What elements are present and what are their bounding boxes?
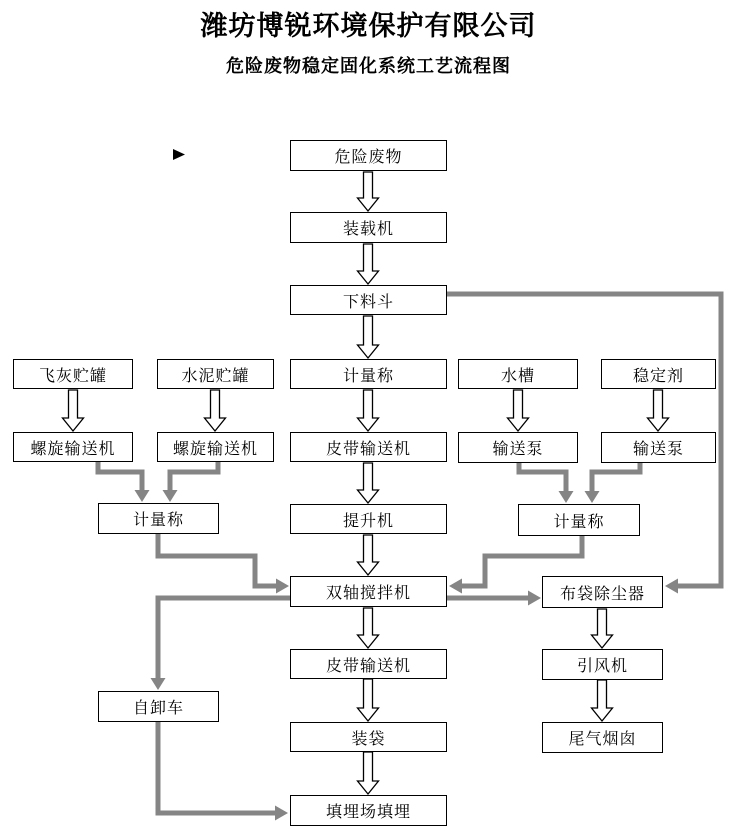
play-bullet-icon [173, 149, 185, 160]
node-hazardous-waste: 危险废物 [290, 140, 447, 171]
flow-arrow-loader-hopper [358, 244, 379, 284]
connector-pump2-to-weighright [585, 462, 641, 503]
node-bag-dust-collector: 布袋除尘器 [542, 576, 663, 608]
flow-arrow-elevator-mixer [358, 535, 379, 575]
flow-arrow-bagging-landfill [358, 752, 379, 794]
node-screw-conveyor-1: 螺旋输送机 [13, 432, 133, 462]
connector-screw1-to-weighleft [98, 461, 150, 502]
node-weigh-scale-center: 计量称 [290, 359, 447, 389]
node-transfer-pump-2: 输送泵 [601, 432, 716, 463]
node-fly-ash-silo: 飞灰贮罐 [13, 359, 133, 389]
flow-arrow-stabilizer-pump2 [648, 390, 669, 431]
flow-arrow-cement-screw2 [205, 390, 226, 431]
connector-mixer-to-dumptruck [151, 598, 291, 690]
flow-arrow-flyash-screw1 [63, 390, 84, 431]
node-loader: 装载机 [290, 212, 447, 243]
arrowhead-down-icon [163, 490, 178, 502]
connector-pump1-to-weighright [519, 462, 574, 503]
flow-arrow-hopper-weigh [358, 316, 379, 358]
connector-dumptruck-to-landfill [158, 722, 288, 821]
node-water-tank: 水槽 [458, 359, 578, 389]
node-bucket-elevator: 提升机 [290, 504, 447, 534]
arrowhead-down-icon [151, 678, 166, 690]
flow-arrow-waste-loader [358, 172, 379, 211]
node-cement-silo: 水泥贮罐 [157, 359, 274, 389]
arrowhead-right-icon [275, 806, 288, 821]
node-weigh-scale-left: 计量称 [98, 503, 219, 534]
arrowhead-right-icon [528, 591, 541, 606]
node-belt-conveyor-2: 皮带输送机 [290, 649, 447, 679]
node-weigh-scale-right: 计量称 [518, 504, 640, 536]
flow-arrow-fan-stack [592, 680, 613, 721]
arrowhead-left-icon [449, 579, 462, 594]
connector-weighleft-to-mixer [158, 534, 289, 594]
arrowhead-left-icon [665, 579, 678, 594]
node-transfer-pump-1: 输送泵 [458, 432, 578, 463]
page-subtitle: 危险废物稳定固化系统工艺流程图 [226, 56, 511, 76]
arrowhead-down-icon [585, 491, 600, 503]
connector-mixer-to-bagfilter [447, 591, 541, 606]
node-twin-shaft-mixer: 双轴搅拌机 [290, 576, 447, 607]
arrowhead-down-icon [135, 490, 150, 502]
flow-arrow-water-pump1 [508, 390, 529, 431]
node-stabilizer-tank: 稳定剂 [601, 359, 716, 389]
flow-arrow-bagfilter-fan [592, 609, 613, 648]
node-feed-hopper: 下料斗 [290, 285, 447, 315]
flow-arrow-belt1-elevator [358, 463, 379, 503]
node-exhaust-stack: 尾气烟囱 [542, 722, 663, 753]
arrowhead-right-icon [276, 579, 289, 594]
flow-arrow-belt2-bagging [358, 679, 379, 721]
node-belt-conveyor-1: 皮带输送机 [290, 432, 447, 462]
flow-arrow-weigh-belt1 [358, 390, 379, 431]
node-landfill: 填埋场填埋 [290, 795, 447, 826]
flow-arrow-mixer-belt2 [358, 608, 379, 648]
arrowhead-down-icon [559, 491, 574, 503]
node-induced-draft-fan: 引风机 [542, 649, 663, 680]
page-title: 潍坊博锐环境保护有限公司 [200, 11, 537, 41]
node-dump-truck: 自卸车 [98, 691, 219, 722]
connector-screw2-to-weighleft [163, 461, 219, 502]
node-bagging: 装袋 [290, 722, 447, 752]
node-screw-conveyor-2: 螺旋输送机 [157, 432, 274, 462]
